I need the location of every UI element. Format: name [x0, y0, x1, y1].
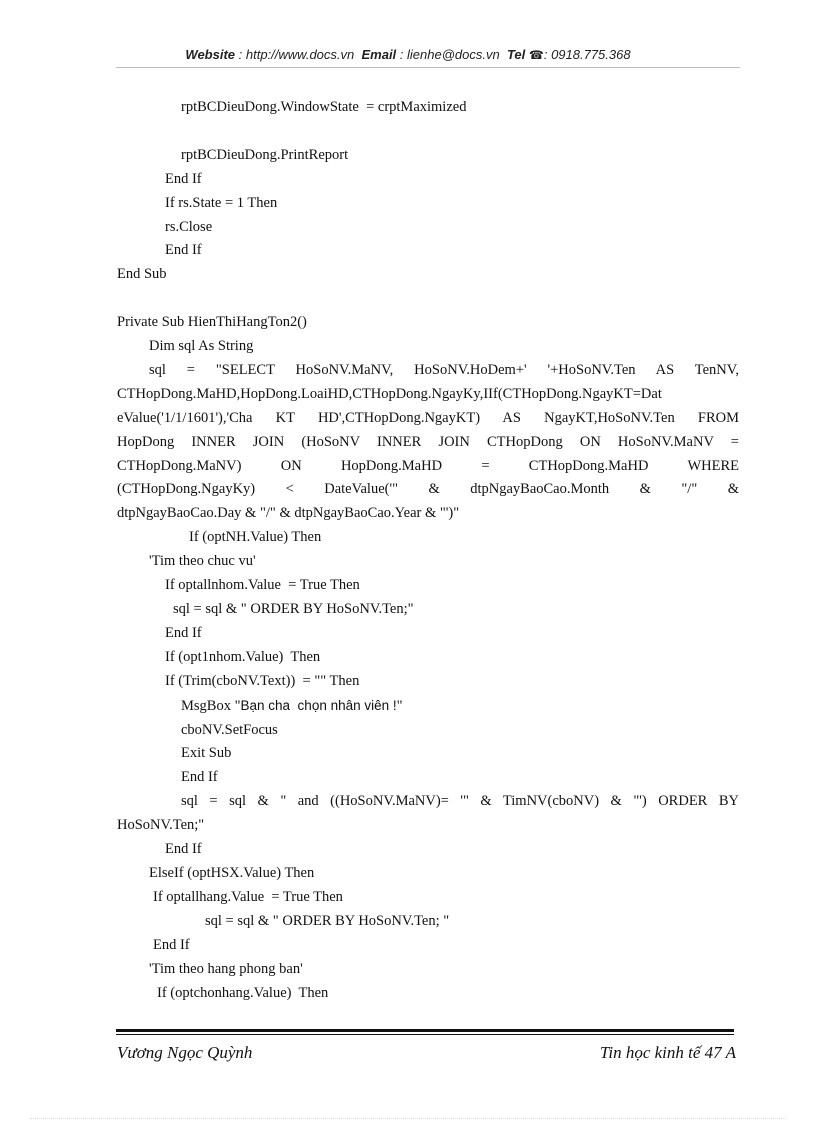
code-line: End If	[153, 936, 190, 953]
code-listing	[117, 96, 739, 1005]
footer-class: Tin học kinh tế 47 A	[599, 1043, 736, 1062]
code-line: rptBCDieuDong.PrintReport	[181, 146, 349, 163]
code-line: Dim sql As String	[149, 338, 254, 355]
code-line: 'Tim theo chuc vu'	[149, 553, 256, 570]
code-line: 'Tim theo hang phong ban'	[149, 960, 303, 977]
footer-divider-thick	[116, 1029, 734, 1032]
code-line: sql = sql & " ORDER BY HoSoNV.Ten; "	[205, 912, 450, 929]
code-line: sql = sql & " and ((HoSoNV.MaNV)= '" & TimNV(cboNV) & "') ORDER BY	[181, 793, 739, 810]
code-line: Private Sub HienThiHangTon2()	[117, 314, 307, 331]
email-label: Email	[361, 47, 397, 62]
code-line: End If	[165, 242, 202, 259]
code-line	[117, 694, 739, 719]
code-line: CTHopDong.MaHD,HopDong.LoaiHD,CTHopDong.NgayKy,IIf(CTHopDong.NgayKT=Dat	[117, 385, 662, 402]
code-line: End Sub	[117, 266, 167, 283]
header-divider	[116, 67, 740, 68]
code-line: rs.Close	[165, 218, 213, 235]
code-line: rptBCDieuDong.WindowState = crptMaximized	[181, 99, 467, 115]
code-line: dtpNgayBaoCao.Day & "/" & dtpNgayBaoCao.Year & "')"	[117, 505, 460, 522]
code-line: End If	[165, 841, 202, 858]
msgbox-message: Bạn cha chọn nhân viên !	[240, 697, 397, 713]
website-separator: :	[235, 47, 246, 62]
code-line: (CTHopDong.NgayKy) < DateValue('" & dtpNgayBaoCao.Month & "/" &	[117, 481, 739, 498]
code-line: If (optchonhang.Value) Then	[157, 984, 329, 1001]
code-line: End If	[181, 769, 218, 786]
website-label: Website	[185, 47, 236, 62]
website-url: http://www.docs.vn	[245, 47, 355, 62]
code-line: If (optNH.Value) Then	[189, 529, 322, 546]
email-separator: :	[396, 47, 408, 62]
code-line: If optallnhom.Value = True Then	[165, 577, 360, 594]
code-line: eValue('1/1/1601'),'Cha KT HD',CTHopDong.NgayKT) AS NgayKT,HoSoNV.Ten FROM	[117, 409, 739, 426]
code-line: ElseIf (optHSX.Value) Then	[149, 864, 315, 881]
blank-line	[117, 120, 739, 144]
blank-line	[117, 287, 739, 311]
code-line: CTHopDong.MaNV) ON HopDong.MaHD = CTHopDong.MaHD WHERE	[117, 457, 739, 474]
code-line: If (opt1nhom.Value) Then	[165, 648, 321, 665]
tel-label: Tel	[506, 47, 526, 62]
code-line: If optallhang.Value = True Then	[153, 888, 343, 905]
code-line: If rs.State = 1 Then	[165, 194, 278, 211]
code-line: cboNV.SetFocus	[181, 721, 278, 738]
page-bottom-border	[30, 1118, 786, 1119]
page-header	[0, 47, 816, 62]
footer-divider-thin	[116, 1034, 734, 1035]
footer-author: Vương Ngọc Quỳnh	[117, 1043, 253, 1062]
tel-number: : 0918.775.368	[543, 47, 631, 62]
code-line: End If	[165, 624, 202, 641]
phone-icon: ☎	[528, 48, 544, 62]
code-line: Exit Sub	[181, 745, 232, 762]
email-address: lienhe@docs.vn	[407, 47, 500, 62]
code-line: If (Trim(cboNV.Text)) = "" Then	[165, 672, 360, 689]
code-line: sql = "SELECT HoSoNV.MaNV, HoSoNV.HoDem+' '+HoSoNV.Ten AS TenNV,	[149, 361, 739, 378]
code-line: End If	[165, 170, 202, 187]
code-line: HoSoNV.Ten;"	[117, 817, 205, 834]
code-line: HopDong INNER JOIN (HoSoNV INNER JOIN CTHopDong ON HoSoNV.MaNV =	[117, 433, 739, 450]
code-line: sql = sql & " ORDER BY HoSoNV.Ten;"	[173, 601, 414, 617]
msgbox-call: MsgBox "	[181, 697, 241, 714]
msgbox-quote: "	[396, 697, 403, 714]
